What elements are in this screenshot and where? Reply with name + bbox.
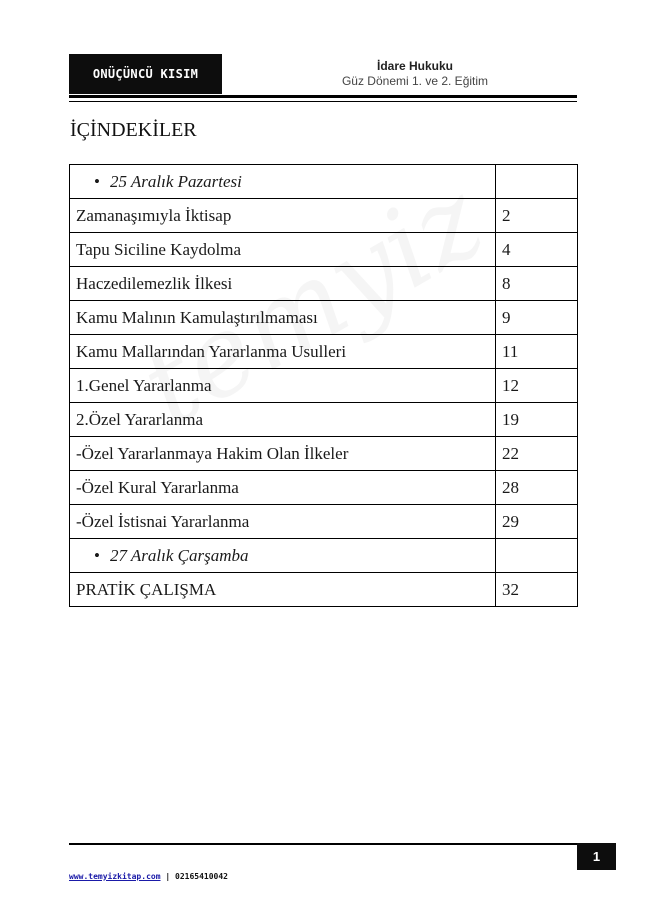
toc-row (70, 403, 578, 437)
toc-page-cell: 32 (496, 573, 578, 607)
course-title: İdare Hukuku (376, 59, 454, 73)
toc-row (70, 471, 578, 505)
header-divider-thick (69, 95, 577, 98)
header-info (300, 59, 530, 89)
toc-row (70, 505, 578, 539)
toc-page-cell: 19 (496, 403, 578, 437)
term-text: Güz Dönemi 1. ve 2. Eğitim (341, 74, 489, 88)
footer-contact (69, 872, 228, 881)
toc-row (70, 199, 578, 233)
toc-entry-title: PRATİK ÇALIŞMA (76, 579, 217, 599)
toc-entry-title: Kamu Malının Kamulaştırılmaması (76, 307, 318, 327)
website-link[interactable]: www.temyizkitap.com (69, 872, 161, 881)
page-number-badge (577, 843, 616, 870)
toc-row (70, 369, 578, 403)
toc-page-cell (496, 539, 578, 573)
toc-page-cell: 4 (496, 233, 578, 267)
toc-heading: İÇİNDEKİLER (70, 119, 197, 141)
section-badge (69, 54, 222, 94)
toc-day-title: 25 Aralık Pazartesi (109, 171, 242, 191)
page-number: 1 (592, 849, 601, 864)
toc-row (70, 267, 578, 301)
toc-entry-title: Zamanaşımıyla İktisap (76, 205, 232, 225)
toc-title-cell (70, 267, 496, 301)
toc-title-cell (70, 369, 496, 403)
toc-title-cell (70, 335, 496, 369)
toc-entry-title: -Özel Yararlanmaya Hakim Olan İlkeler (76, 443, 349, 463)
toc-title-cell (70, 539, 496, 573)
toc-row (70, 437, 578, 471)
phone-number: 02165410042 (175, 872, 228, 881)
toc-day-title: 27 Aralık Çarşamba (109, 545, 249, 565)
toc-row (70, 335, 578, 369)
toc-entry-title: -Özel Kural Yararlanma (76, 477, 239, 497)
toc-page-cell: 9 (496, 301, 578, 335)
toc-page-cell (496, 165, 578, 199)
toc-page-cell: 2 (496, 199, 578, 233)
toc-title-cell (70, 471, 496, 505)
toc-title-cell (70, 301, 496, 335)
toc-entry-title: 1.Genel Yararlanma (76, 375, 212, 395)
toc-entry-title: Kamu Mallarından Yararlanma Usulleri (76, 341, 347, 361)
toc-day-row (70, 165, 578, 199)
toc-title-cell (70, 573, 496, 607)
toc-entry-title: 2.Özel Yararlanma (76, 409, 203, 429)
bullet-icon: • (94, 545, 100, 565)
footer-divider (69, 843, 577, 845)
toc-page-cell: 12 (496, 369, 578, 403)
toc-entry-title: Haczedilemezlik İlkesi (76, 273, 233, 293)
footer-separator: | (165, 872, 171, 881)
toc-table (69, 164, 578, 607)
toc-row (70, 573, 578, 607)
toc-entry-title: Tapu Siciline Kaydolma (76, 239, 241, 259)
toc-entry-title: -Özel İstisnai Yararlanma (76, 511, 250, 531)
toc-page-cell: 11 (496, 335, 578, 369)
toc-page-cell: 28 (496, 471, 578, 505)
toc-row (70, 233, 578, 267)
toc-row (70, 301, 578, 335)
toc-page-cell: 8 (496, 267, 578, 301)
toc-title-cell (70, 437, 496, 471)
toc-title-cell (70, 403, 496, 437)
bullet-icon: • (94, 171, 100, 191)
toc-page-cell: 29 (496, 505, 578, 539)
toc-body (70, 165, 578, 607)
section-label: ONÜÇÜNCÜ KISIM (92, 67, 199, 81)
toc-page-cell: 22 (496, 437, 578, 471)
toc-title-cell (70, 233, 496, 267)
header-divider-thin (69, 101, 577, 102)
toc-title-cell (70, 199, 496, 233)
toc-title-cell (70, 505, 496, 539)
toc-day-row (70, 539, 578, 573)
toc-title-cell (70, 165, 496, 199)
